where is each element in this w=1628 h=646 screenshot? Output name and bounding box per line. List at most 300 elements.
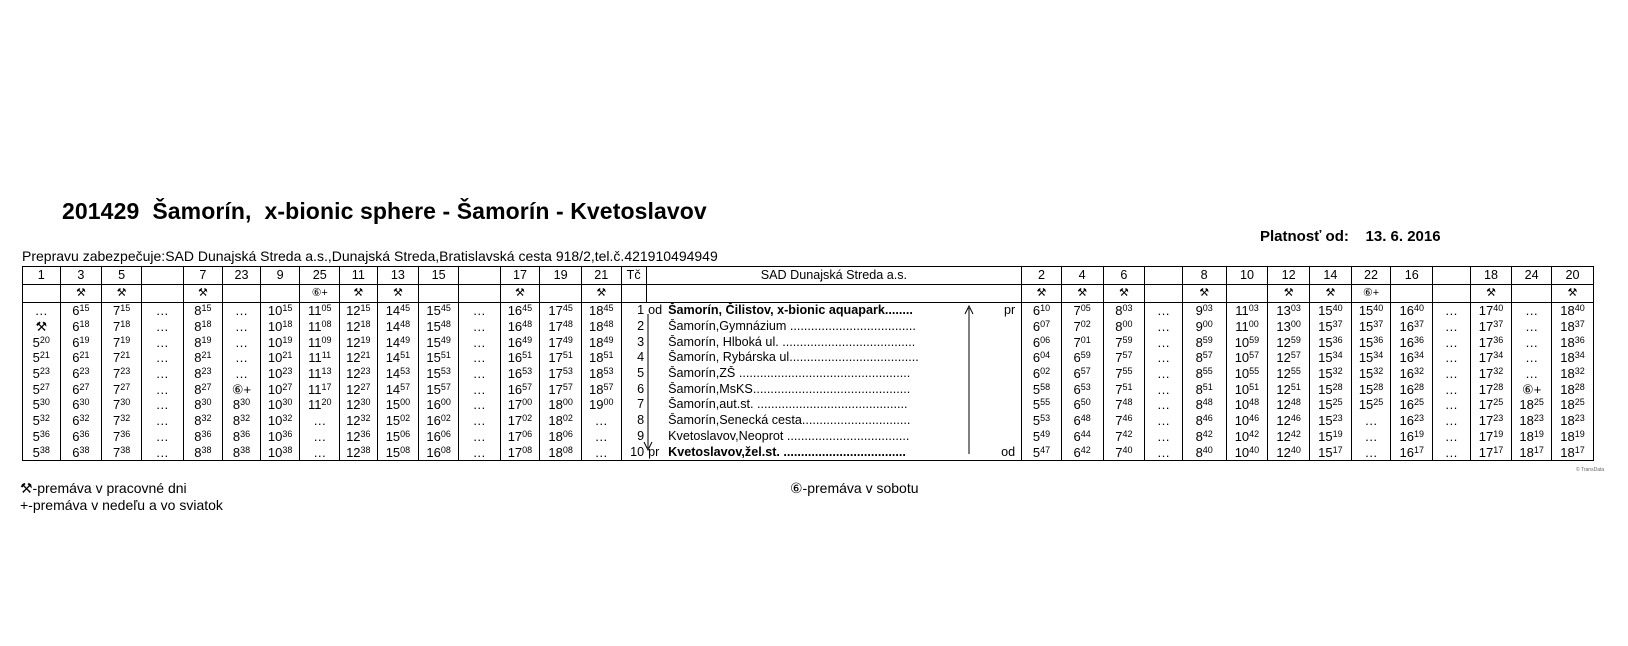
stop-marker-to: od [1001,444,1016,459]
departure-time: $6^{02}$ [1022,366,1062,382]
validity-date: Platnosť od: 13. 6. 2016 [1260,228,1441,245]
departure-time: $16^{17}$ [1391,444,1433,460]
departure-time: $8^{23}$ [183,366,223,382]
stop-row [23,303,1594,319]
departure-time: … [1433,366,1471,382]
departure-time: $16^{25}$ [1391,397,1433,413]
departure-time: … [1145,413,1183,429]
departure-time: $18^{00}$ [540,397,582,413]
departure-time: $9^{03}$ [1182,303,1226,319]
stop-marker-from: od [648,303,663,318]
departure-time: $13^{00}$ [1268,319,1310,335]
departure-time: $8^{32}$ [183,413,223,429]
departure-time: $5^{20}$ [23,334,61,350]
departure-time: … [458,303,500,319]
departure-time: $15^{08}$ [377,444,419,460]
trip-number: 23 [223,267,261,285]
departure-time: $8^{40}$ [1182,444,1226,460]
departure-time: … [1145,319,1183,335]
departure-time: $16^{00}$ [419,397,459,413]
departure-time: $7^{32}$ [102,413,142,429]
departure-time: $7^{02}$ [1061,319,1103,335]
stop-number: 8 [621,413,646,429]
departure-time: $15^{34}$ [1310,350,1352,366]
departure-time: $6^{32}$ [60,413,102,429]
departure-time: $16^{40}$ [1391,303,1433,319]
departure-time: … [1433,444,1471,460]
departure-time: $6^{04}$ [1022,350,1062,366]
departure-time: $17^{19}$ [1470,429,1512,445]
departure-time: ⚒ [23,319,61,335]
departure-time: $17^{28}$ [1470,381,1512,397]
departure-time: $5^{21}$ [23,350,61,366]
km-header: Tč [621,267,646,285]
trip-symbol: ⚒ [340,285,378,303]
stop-number: 6 [621,381,646,397]
departure-time: $8^{48}$ [1182,397,1226,413]
departure-time: $17^{34}$ [1470,350,1512,366]
departure-time: $17^{49}$ [540,334,582,350]
departure-time: $5^{27}$ [23,381,61,397]
departure-time: $15^{32}$ [1351,366,1391,382]
trip-symbol: ⚒ [1103,285,1145,303]
departure-time: … [141,413,183,429]
departure-time: $10^{23}$ [260,366,300,382]
trip-number: 19 [540,267,582,285]
departure-time: $18^{19}$ [1551,429,1593,445]
departure-time: $17^{06}$ [500,429,540,445]
trip-number [1145,267,1183,285]
departure-time: $8^{57}$ [1182,350,1226,366]
departure-time: $18^{25}$ [1512,397,1552,413]
departure-time: $6^{44}$ [1061,429,1103,445]
departure-time: $8^{38}$ [223,444,261,460]
stop-number: 1 [621,303,646,319]
departure-time: $16^{23}$ [1391,413,1433,429]
departure-time: $14^{57}$ [377,381,419,397]
departure-time: $15^{36}$ [1310,334,1352,350]
departure-time: $15^{37}$ [1310,319,1352,335]
departure-time: $5^{32}$ [23,413,61,429]
departure-time: $16^{37}$ [1391,319,1433,335]
departure-time: $7^{21}$ [102,350,142,366]
stop-name: Šamorín, Čilistov, x-bionic aquapark........ [668,303,913,318]
departure-time: $8^{46}$ [1182,413,1226,429]
departure-time: $15^{32}$ [1310,366,1352,382]
departure-time: $15^{02}$ [377,413,419,429]
trip-number: 12 [1268,267,1310,285]
departure-time: $15^{23}$ [1310,413,1352,429]
stop-name: Šamorín,Gymnázium .................................... [668,319,916,334]
departure-time: $10^{42}$ [1226,429,1268,445]
trip-number: 1 [23,267,61,285]
departure-time: $16^{32}$ [1391,366,1433,382]
departure-time: $16^{36}$ [1391,334,1433,350]
departure-time: $15^{25}$ [1351,397,1391,413]
stop-row [23,366,1594,382]
stop-marker-to: pr [1003,303,1016,318]
departure-time: $15^{49}$ [419,334,459,350]
trip-symbol [540,285,582,303]
departure-time: $6^{18}$ [60,319,102,335]
stop-row [23,413,1594,429]
departure-time: $14^{48}$ [377,319,419,335]
departure-time: … [1145,350,1183,366]
departure-time: … [1512,303,1552,319]
departure-time: $10^{30}$ [260,397,300,413]
departure-time: $5^{47}$ [1022,444,1062,460]
departure-time: $11^{05}$ [300,303,340,319]
departure-time: $7^{36}$ [102,429,142,445]
departure-time: $11^{13}$ [300,366,340,382]
departure-time: $16^{19}$ [1391,429,1433,445]
departure-time: $12^{51}$ [1268,381,1310,397]
departure-time: $18^{28}$ [1551,381,1593,397]
trip-symbol: ⚒ [500,285,540,303]
legend-workdays: ⚒-premáva v pracovné dni [20,480,187,496]
departure-time: … [458,366,500,382]
departure-time: … [223,366,261,382]
stop-number: 7 [621,397,646,413]
stop-marker-from: pr [648,444,660,459]
departure-time: … [1145,303,1183,319]
departure-time: … [1433,350,1471,366]
departure-time: $12^{59}$ [1268,334,1310,350]
departure-time: $17^{51}$ [540,350,582,366]
departure-time: … [1351,444,1391,460]
departure-time: $18^{53}$ [581,366,621,382]
down-arrow-icon [641,314,655,454]
departure-time: $11^{00}$ [1226,319,1268,335]
company-header: SAD Dunajská Streda a.s. [646,267,1022,285]
km-blank [621,285,646,303]
departure-time: $6^{19}$ [60,334,102,350]
departure-time: $15^{53}$ [419,366,459,382]
departure-time: … [300,429,340,445]
stop-number: 9 [621,429,646,445]
stop-number: 3 [621,334,646,350]
trip-number: 7 [183,267,223,285]
departure-time: $7^{55}$ [1103,366,1145,382]
departure-time: $17^{23}$ [1470,413,1512,429]
departure-time: … [141,397,183,413]
trip-symbol [1433,285,1471,303]
departure-time: $5^{55}$ [1022,397,1062,413]
trip-number: 25 [300,267,340,285]
departure-time: $17^{45}$ [540,303,582,319]
trip-symbol: ⚒ [183,285,223,303]
departure-time: $15^{45}$ [419,303,459,319]
departure-time: $12^{27}$ [340,381,378,397]
departure-time: $5^{38}$ [23,444,61,460]
stop-number: 2 [621,319,646,335]
trip-symbol: ⚒ [1268,285,1310,303]
departure-time: $16^{51}$ [500,350,540,366]
departure-time: $12^{21}$ [340,350,378,366]
trip-symbol: ⚒ [1310,285,1352,303]
departure-time: … [581,429,621,445]
departure-time: … [458,319,500,335]
departure-time: $16^{45}$ [500,303,540,319]
departure-time: $15^{06}$ [377,429,419,445]
departure-time: $17^{08}$ [500,444,540,460]
departure-time: $18^{57}$ [581,381,621,397]
departure-time: $11^{03}$ [1226,303,1268,319]
trip-number: 13 [377,267,419,285]
departure-time: $8^{32}$ [223,413,261,429]
departure-time: $8^{42}$ [1182,429,1226,445]
departure-time: ⑥+ [1512,381,1552,397]
trip-number: 14 [1310,267,1352,285]
departure-time: $8^{55}$ [1182,366,1226,382]
trip-symbol [458,285,500,303]
stop-name: Kvetoslavov,Neoprot ................................... [668,428,910,443]
departure-time: $17^{32}$ [1470,366,1512,382]
departure-time: $8^{36}$ [183,429,223,445]
departure-time: $11^{17}$ [300,381,340,397]
trip-number: 10 [1226,267,1268,285]
departure-time: $6^{06}$ [1022,334,1062,350]
departure-time: … [1145,334,1183,350]
trip-symbol: ⚒ [1182,285,1226,303]
departure-time: $5^{53}$ [1022,413,1062,429]
departure-time: … [1512,319,1552,335]
stop-row [23,397,1594,413]
trip-number: 8 [1182,267,1226,285]
departure-time: $7^{57}$ [1103,350,1145,366]
trip-number [458,267,500,285]
departure-time: … [141,444,183,460]
departure-time: $18^{23}$ [1551,413,1593,429]
trip-number: 24 [1512,267,1552,285]
departure-time: $12^{38}$ [340,444,378,460]
departure-time: $8^{18}$ [183,319,223,335]
departure-time: … [141,319,183,335]
stop-blank [646,285,1022,303]
departure-time: … [458,397,500,413]
departure-time: $10^{48}$ [1226,397,1268,413]
stop-row [23,319,1594,335]
stop-name: Šamorín, Hlboká ul. ...................................... [668,334,916,349]
trip-number: 9 [260,267,300,285]
departure-time: $6^{23}$ [60,366,102,382]
departure-time: $10^{57}$ [1226,350,1268,366]
departure-time: $15^{36}$ [1351,334,1391,350]
departure-time: … [1433,381,1471,397]
departure-time: $6^{38}$ [60,444,102,460]
legend-sundays: +-premáva v nedeľu a vo sviatok [20,497,223,513]
departure-time: $13^{03}$ [1268,303,1310,319]
departure-time: $12^{48}$ [1268,397,1310,413]
departure-time: $10^{19}$ [260,334,300,350]
departure-time: … [1512,350,1552,366]
departure-time: $10^{38}$ [260,444,300,460]
departure-time: $16^{34}$ [1391,350,1433,366]
departure-time: $14^{53}$ [377,366,419,382]
departure-time: $15^{37}$ [1351,319,1391,335]
departure-time: $16^{08}$ [419,444,459,460]
departure-time: $12^{32}$ [340,413,378,429]
departure-time: $8^{30}$ [183,397,223,413]
trip-number: 18 [1470,267,1512,285]
trip-number [1433,267,1471,285]
departure-time: $6^{10}$ [1022,303,1062,319]
departure-time: $7^{23}$ [102,366,142,382]
departure-time: $12^{42}$ [1268,429,1310,445]
up-arrow-icon [962,304,976,454]
departure-time: … [1433,397,1471,413]
departure-time: … [581,444,621,460]
departure-time: $15^{00}$ [377,397,419,413]
departure-time: … [1433,334,1471,350]
departure-time: … [1433,319,1471,335]
trip-symbol: ⚒ [377,285,419,303]
departure-time: $7^{30}$ [102,397,142,413]
trip-number [141,267,183,285]
trip-number: 4 [1061,267,1103,285]
departure-time: $11^{08}$ [300,319,340,335]
departure-time: $10^{51}$ [1226,381,1268,397]
departure-time: … [223,319,261,335]
departure-time: $14^{49}$ [377,334,419,350]
trip-symbol [1145,285,1183,303]
trip-symbol [223,285,261,303]
departure-time: $18^{17}$ [1512,444,1552,460]
departure-time: … [1145,444,1183,460]
departure-time: $10^{46}$ [1226,413,1268,429]
departure-time: $8^{21}$ [183,350,223,366]
departure-time: $18^{36}$ [1551,334,1593,350]
departure-time: $18^{48}$ [581,319,621,335]
departure-time: $16^{28}$ [1391,381,1433,397]
departure-time: $7^{48}$ [1103,397,1145,413]
departure-time: $6^{57}$ [1061,366,1103,382]
departure-time: $17^{53}$ [540,366,582,382]
departure-time: $6^{21}$ [60,350,102,366]
departure-time: $7^{42}$ [1103,429,1145,445]
trip-number: 20 [1551,267,1593,285]
stop-row [23,444,1594,460]
departure-time: $12^{18}$ [340,319,378,335]
departure-time: $11^{20}$ [300,397,340,413]
departure-time: $12^{36}$ [340,429,378,445]
departure-time: … [141,334,183,350]
departure-time: $15^{57}$ [419,381,459,397]
departure-time: $18^{40}$ [1551,303,1593,319]
departure-time: … [581,413,621,429]
departure-time: $6^{50}$ [1061,397,1103,413]
stop-row [23,429,1594,445]
departure-time: $12^{15}$ [340,303,378,319]
departure-time: $6^{36}$ [60,429,102,445]
departure-time: $7^{40}$ [1103,444,1145,460]
departure-time: $16^{57}$ [500,381,540,397]
trip-symbol [419,285,459,303]
departure-time: $5^{30}$ [23,397,61,413]
departure-time: $8^{00}$ [1103,319,1145,335]
departure-time: $8^{36}$ [223,429,261,445]
departure-time: $7^{15}$ [102,303,142,319]
departure-time: $18^{06}$ [540,429,582,445]
departure-time: $19^{00}$ [581,397,621,413]
legend-saturday: ⑥-premáva v sobotu [790,480,919,496]
departure-time: $17^{40}$ [1470,303,1512,319]
trip-number: 21 [581,267,621,285]
trip-number: 17 [500,267,540,285]
trip-number: 15 [419,267,459,285]
departure-time: $6^{53}$ [1061,381,1103,397]
departure-time: $14^{45}$ [377,303,419,319]
departure-time: $18^{37}$ [1551,319,1593,335]
stop-row [23,334,1594,350]
departure-time: $6^{30}$ [60,397,102,413]
departure-time: $6^{42}$ [1061,444,1103,460]
departure-time: $8^{59}$ [1182,334,1226,350]
departure-time: $10^{15}$ [260,303,300,319]
departure-time: $18^{32}$ [1551,366,1593,382]
departure-time: $12^{40}$ [1268,444,1310,460]
departure-time: $18^{49}$ [581,334,621,350]
departure-time: $15^{51}$ [419,350,459,366]
departure-time: $14^{51}$ [377,350,419,366]
departure-time: … [458,381,500,397]
departure-time: $15^{17}$ [1310,444,1352,460]
departure-time: $16^{48}$ [500,319,540,335]
timetable-table [22,266,1594,461]
departure-time: $7^{51}$ [1103,381,1145,397]
trip-number: 5 [102,267,142,285]
departure-time: … [458,444,500,460]
departure-time: $18^{17}$ [1551,444,1593,460]
departure-time: $15^{40}$ [1310,303,1352,319]
departure-time: … [1145,381,1183,397]
stop-name: Šamorín, Rybárska ul..................................... [668,350,919,365]
trip-symbol: ⑥+ [1351,285,1391,303]
trip-symbol [260,285,300,303]
departure-time: … [141,303,183,319]
trip-number: 2 [1022,267,1062,285]
departure-time: … [1145,397,1183,413]
departure-time: $18^{02}$ [540,413,582,429]
departure-time: … [458,350,500,366]
departure-time: $6^{07}$ [1022,319,1062,335]
trip-symbol [23,285,61,303]
stop-number: 4 [621,350,646,366]
departure-time: … [141,366,183,382]
departure-time: $17^{48}$ [540,319,582,335]
departure-time: $15^{40}$ [1351,303,1391,319]
departure-time: … [300,444,340,460]
departure-time: $6^{27}$ [60,381,102,397]
departure-time: $5^{36}$ [23,429,61,445]
departure-time: $11^{11}$ [300,350,340,366]
departure-time: $10^{55}$ [1226,366,1268,382]
trip-symbol: ⚒ [1022,285,1062,303]
departure-time: … [458,429,500,445]
stop-row [23,381,1594,397]
departure-time: $17^{37}$ [1470,319,1512,335]
trip-symbol: ⚒ [60,285,102,303]
trip-number: 3 [60,267,102,285]
departure-time: $10^{21}$ [260,350,300,366]
departure-time: $17^{36}$ [1470,334,1512,350]
departure-time: … [223,350,261,366]
departure-time: $6^{48}$ [1061,413,1103,429]
timetable-title: 201429 Šamorín, x-bionic sphere - Šamorín - Kvetoslavov [62,198,707,224]
departure-time: $10^{59}$ [1226,334,1268,350]
trip-symbol [1512,285,1552,303]
departure-time: $5^{49}$ [1022,429,1062,445]
